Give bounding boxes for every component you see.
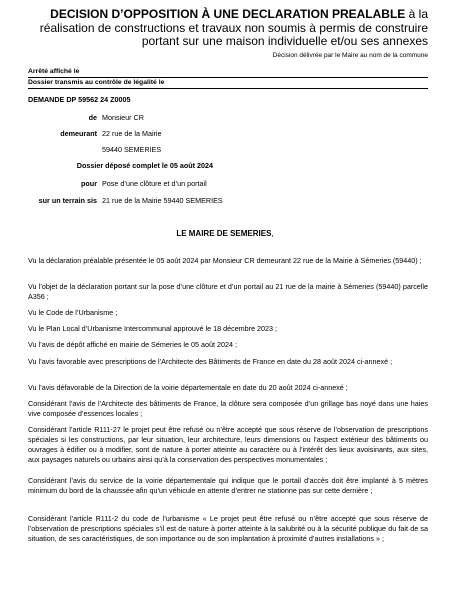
paragraph: Vu l’objet de la déclaration portant sur la pose d’une clôture et d’un portail au 21 rue de la mairie à Sémeries (59440) parcelle A356 ; [28,282,428,301]
field-label: de [88,113,97,122]
field-value: 21 rue de la Mairie 59440 SEMERIES [102,196,223,205]
paragraph: Vu l’avis défavorable de la Direction de la voirie départementale en date du 20 août 2024 ci-annexé ; [28,383,348,392]
field-label: demeurant [60,129,97,138]
field-value: Monsieur CR [102,113,144,122]
title-rest: à la réalisation de constructions et travaux non soumis à permis de construire portant sur une maison individuelle et/ou ses annexes [39,7,428,48]
separator-line [28,77,428,78]
dossier-transmis-line: Dossier transmis au contrôle de légalité le [28,79,165,86]
paragraph: Considérant l’article R111-27 le projet peut être refusé ou n’être accepté que sous réserve de l’observation de prescriptions spéciales si les constructions, par leur situation, leur architecture, leurs dimensions ou l’aspect extérieur des bâtiments ou ouvrages à édifier ou à modifier, sont de nature à porter atteinte au caractère ou à l’intérêt des lieux avoisinants, aux sites, aux paysages naturels ou urbains ainsi qu’à la conservation des perspectives monumentales ; [28,425,428,464]
field-value: 22 rue de la Mairie [102,129,162,138]
paragraph: Considérant l’article R111-2 du code de l’urbanisme « Le projet peut être refusé ou n’être accepté que sous réserve de l’observation de prescriptions spéciales s’il est de nature à porter atteinte à la salubrité ou à la sécurité publique du fait de sa situation, de ses caractéristiques, de son importance ou de son implantation à proximité d’autres installations » ; [28,514,428,543]
document-title [28,8,428,49]
demande-number: DEMANDE DP 59562 24 Z0005 [28,95,131,104]
paragraph: Vu l’avis favorable avec prescriptions de l’Architecte des Bâtiments de France en date du 28 août 2024 ci-annexé ; [28,357,393,366]
maire-heading-comma: , [271,229,274,238]
paragraph: Vu l’avis de dépôt affiché en mairie de Sémeries le 05 août 2024 ; [28,340,237,349]
paragraph: Considérant l’avis de l’Architecte des bâtiments de France, la clôture sera composée d’un grillage bas noyé dans une haies vive composée d’essences locales ; [28,399,428,418]
field-value: Pose d’une clôture et d’un portail [102,179,207,188]
document-subtitle: Décision délivrée par le Maire au nom de la commune [272,52,428,59]
field-label: pour [81,179,97,188]
maire-heading-text: LE MAIRE DE SEMERIES [176,229,272,238]
paragraph: Vu la déclaration préalable présentée le 05 août 2024 par Monsieur CR demeurant 22 rue de la Mairie à Sémeries (59440) ; [28,256,422,265]
paragraph: Considérant l’avis du service de la voirie départementale qui indique que le portail d’accès doit être implanté à 5 mètres minimum du bord de la chaussée afin qu’un véhicule en attente d’entrer ne stationne pas sur cette dernière ; [28,476,428,495]
arrete-affiche-line: Arrêté affiché le [28,68,80,75]
paragraph: Vu le Plan Local d’Urbanisme Intercommunal approuvé le 18 décembre 2023 ; [28,324,278,333]
maire-heading [0,229,450,238]
title-bold: DECISION D’OPPOSITION À UNE DECLARATION PREALABLE [50,7,406,21]
dossier-depose-complet: Dossier déposé complet le 05 août 2024 [76,161,213,170]
field-label: sur un terrain sis [38,196,97,205]
paragraph: Vu le Code de l’Urbanisme ; [28,308,118,317]
field-value: 59440 SEMERIES [102,145,162,154]
separator-line [28,88,428,89]
